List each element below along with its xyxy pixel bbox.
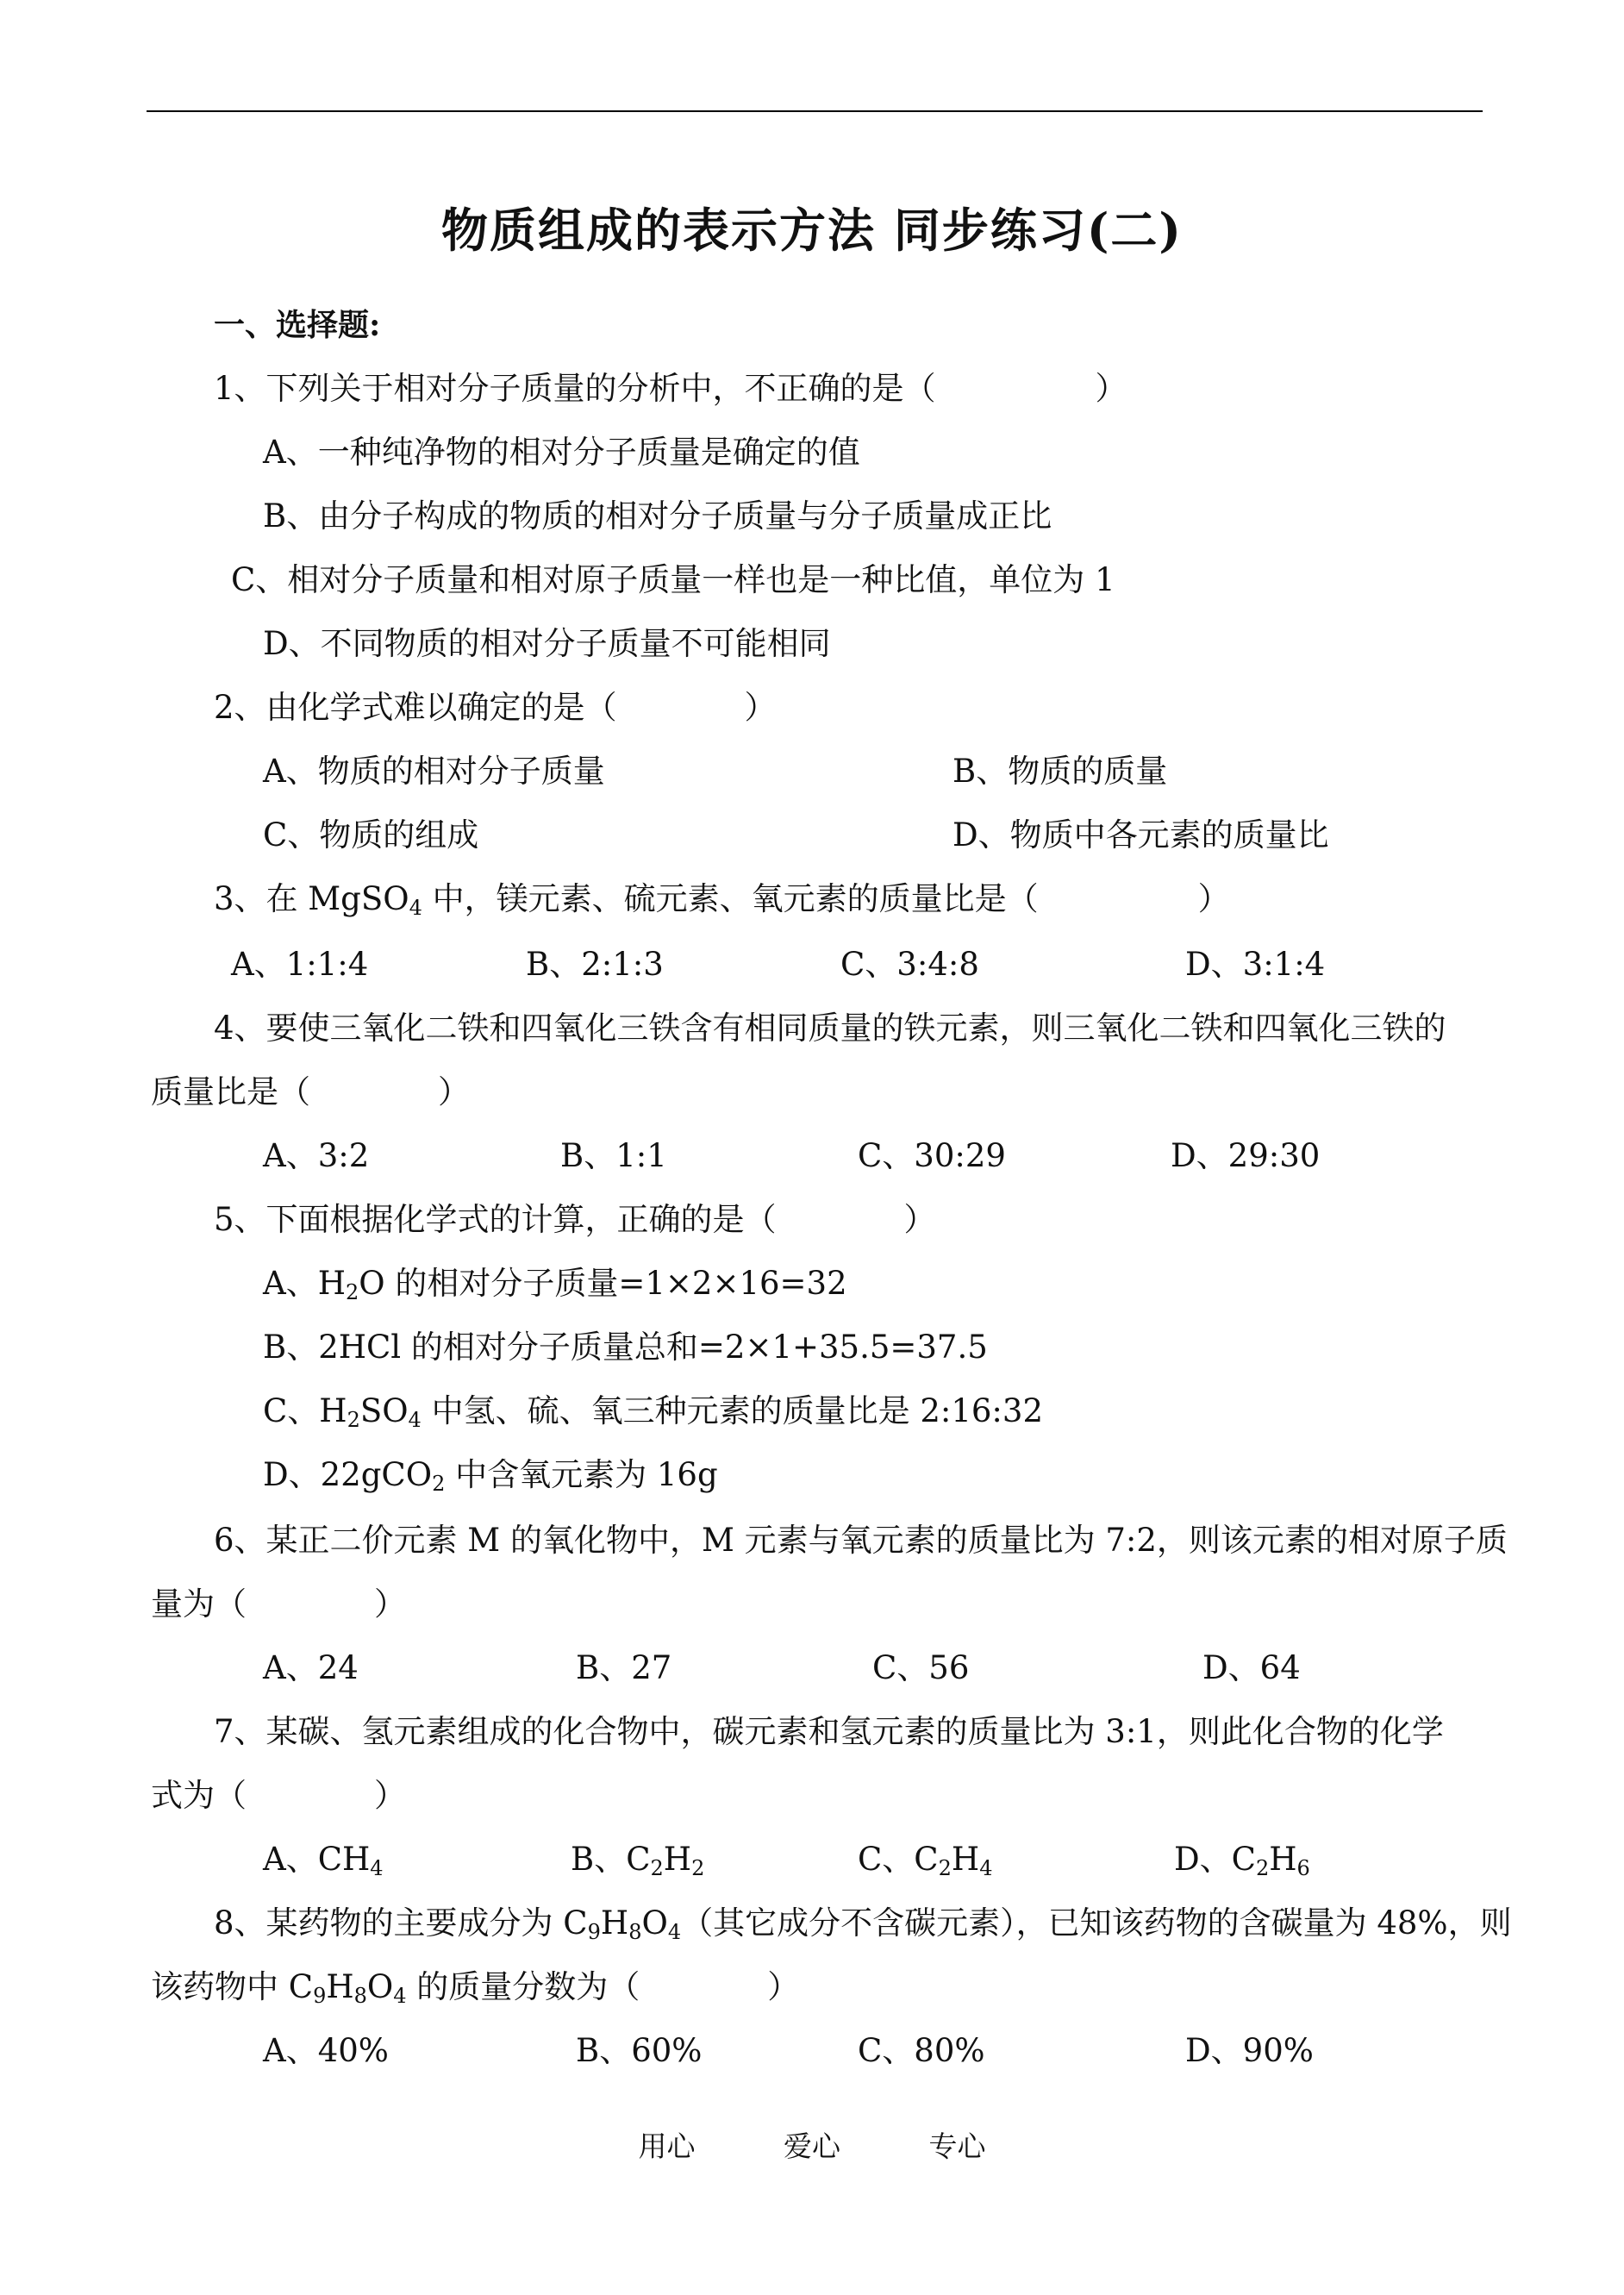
subscript: 4 [667,1920,682,1944]
option-text-mid: SO [359,1392,409,1429]
stem-text-mid: O [366,1968,394,2005]
subscript: 4 [370,1856,384,1880]
question-2-stem: 2、由化学式难以确定的是（ ） [214,689,777,726]
subscript: 2 [938,1856,952,1880]
question-2-option-d: D、物质中各元素的质量比 [953,816,1329,854]
subscript: 4 [409,896,422,920]
question-4-stem-line2: 质量比是（ ） [151,1073,470,1110]
question-1-stem: 1、下列关于相对分子质量的分析中，不正确的是（ ） [214,370,1127,407]
subscript: 2 [432,1472,446,1496]
question-1-option-c: C、相对分子质量和相对原子质量一样也是一种比值，单位为 1 [231,561,1115,598]
question-3-stem [214,878,1230,921]
question-5-option-d [263,1454,718,1497]
question-5-stem: 5、下面根据化学式的计算，正确的是（ ） [214,1201,936,1238]
question-8-stem-line2 [151,1966,799,2009]
question-3-option-d: D、3:1:4 [1185,946,1326,983]
subscript: 2 [1255,1856,1270,1880]
question-5-option-b: B、2HCl 的相对分子质量总和=2×1+35.5=37.5 [263,1329,988,1366]
subscript: 2 [650,1856,664,1880]
subscript: 9 [313,1984,327,2008]
question-6-stem-line2: 量为（ ） [151,1585,406,1623]
option-text-mid: H [663,1841,692,1878]
option-text: D、C [1174,1841,1256,1878]
stem-text-mid: H [600,1904,629,1942]
header-rule [147,110,1483,112]
question-2-option-b: B、物质的质量 [953,753,1168,790]
question-4-option-b: B、1:1 [560,1137,667,1174]
subscript: 9 [587,1920,601,1944]
option-text-mid: H [951,1841,980,1878]
question-3-stem-text: 3、在 MgSO [214,880,409,917]
stem-text-mid: H [326,1968,354,2005]
question-7-option-b [571,1838,704,1881]
subscript: 8 [628,1920,642,1944]
question-4-stem-line1: 4、要使三氧化二铁和四氧化三铁含有相同质量的铁元素，则三氧化二铁和四氧化三铁的 [214,1010,1446,1047]
option-text-end: 中含氧元素为 16g [445,1456,718,1493]
subscript: 4 [408,1408,422,1432]
question-1-option-d: D、不同物质的相对分子质量不可能相同 [263,625,831,662]
question-1-option-b: B、由分子构成的物质的相对分子质量与分子质量成正比 [263,497,1052,535]
question-7-option-d [1174,1838,1310,1881]
footer-item: 用心 [638,2129,696,2163]
stem-text-end: （其它成分不含碳元素），已知该药物的含碳量为 48%，则 [681,1904,1512,1942]
question-3-option-a: A、1:1:4 [231,946,369,983]
question-6-stem-line1: 6、某正二价元素 M 的氧化物中，M 元素与氧元素的质量比为 7:2，则该元素的相对原子质 [214,1522,1508,1559]
stem-text-end: 的质量分数为（ ） [406,1968,800,2005]
question-6-option-c: C、56 [872,1649,970,1686]
subscript: 2 [691,1856,705,1880]
question-4-option-a: A、3:2 [263,1137,370,1174]
question-8-option-b: B、60% [576,2032,703,2069]
question-2-option-c: C、物质的组成 [263,816,479,854]
option-text-end: O 的相对分子质量=1×2×16=32 [359,1265,847,1302]
page-footer [0,2128,1624,2166]
option-text: B、C [571,1841,651,1878]
question-4-option-c: C、30:29 [858,1137,1006,1174]
subscript: 2 [346,1280,359,1304]
question-7-stem-line2: 式为（ ） [151,1777,406,1814]
question-8-option-a: A、40% [263,2032,389,2069]
question-5-option-c [263,1390,1043,1433]
question-1-option-a: A、一种纯净物的相对分子质量是确定的值 [263,434,860,471]
footer-item: 爱心 [784,2129,840,2163]
question-8-option-c: C、80% [858,2032,985,2069]
question-7-stem-line1: 7、某碳、氢元素组成的化合物中，碳元素和氢元素的质量比为 3:1，则此化合物的化学 [214,1713,1444,1750]
section-heading: 一、选择题: [214,307,381,343]
question-5-option-a [263,1262,847,1305]
question-7-option-c [858,1838,992,1881]
footer-item: 专心 [928,2129,986,2163]
subscript: 4 [979,1856,993,1880]
stem-text-mid: O [641,1904,668,1942]
subscript: 6 [1296,1856,1310,1880]
option-text-mid: H [1269,1841,1297,1878]
question-2-option-a: A、物质的相对分子质量 [263,753,605,790]
question-8-option-d: D、90% [1185,2032,1314,2069]
question-4-option-d: D、29:30 [1171,1137,1321,1174]
option-text-end: 中氢、硫、氧三种元素的质量比是 2:16:32 [421,1392,1043,1429]
option-text: C、C [858,1841,939,1878]
question-7-option-a [263,1838,384,1881]
question-8-stem-line1 [214,1902,1512,1945]
subscript: 8 [353,1984,367,2008]
question-6-option-a: A、24 [263,1649,359,1686]
question-6-option-b: B、27 [576,1649,672,1686]
question-3-option-c: C、3:4:8 [840,946,979,983]
option-text: D、22gCO [263,1456,433,1493]
option-text: A、H [263,1265,346,1302]
stem-text: 8、某药物的主要成分为 C [214,1904,588,1942]
question-3-stem-text-end: 中，镁元素、硫元素、氧元素的质量比是（ ） [422,880,1230,917]
subscript: 2 [347,1408,360,1432]
subscript: 4 [393,1984,407,2008]
stem-text: 该药物中 C [151,1968,314,2005]
question-6-option-d: D、64 [1202,1649,1301,1686]
question-3-option-b: B、2:1:3 [526,946,664,983]
option-text: A、CH [263,1841,371,1878]
option-text: C、H [263,1392,347,1429]
page-title: 物质组成的表示方法 同步练习(二) [441,203,1183,258]
